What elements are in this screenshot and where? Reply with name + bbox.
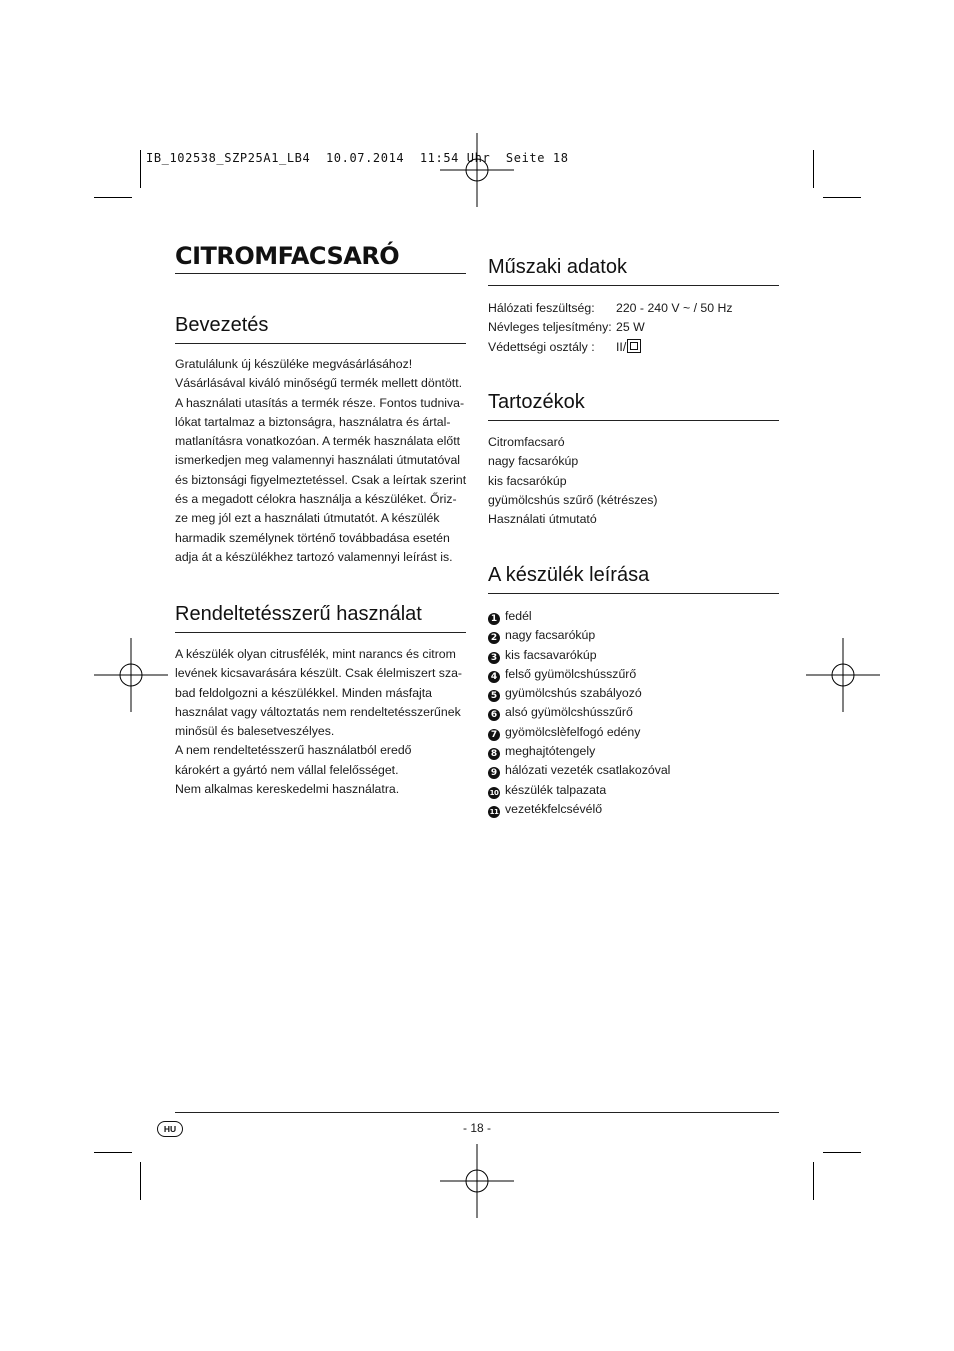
list-item: kis facsarókúp: [488, 473, 567, 488]
list-item: nagy facsarókúp: [488, 454, 579, 469]
text-line: ismerkedjen meg valamennyi használati útmutatóval: [175, 453, 461, 468]
part-label: készülék talpazata: [505, 782, 607, 797]
crop-mark: [823, 197, 861, 198]
intended-use-heading: [175, 601, 466, 633]
print-header: IB_102538_SZP25A1_LB4 10.07.2014 11:54 Uhr Seite 18: [146, 151, 569, 165]
accessories-heading-text: Tartozékok: [488, 391, 585, 413]
number-badge: 6: [488, 709, 500, 721]
number-badge: 4: [488, 671, 500, 683]
list-item: Használati útmutató: [488, 512, 597, 527]
list-item: [488, 800, 779, 819]
text-line: lókat tartalmaz a biztonságra, használatra és ártal-: [175, 414, 451, 429]
text-line: adja át a készülékhez tartozó valamennyi leírást is.: [175, 549, 453, 564]
crop-mark: [140, 150, 141, 188]
part-label: felső gyümölcshússzűrő: [505, 666, 637, 681]
text-line: A nem rendeltetésszerű használatból eredő: [175, 743, 412, 758]
language-badge: HU: [157, 1121, 183, 1137]
tech-row: [488, 338, 779, 357]
part-label: vezetékfelcsévélő: [505, 801, 603, 816]
tech-label: Hálózati feszültség:: [488, 301, 595, 315]
intended-use-text: [175, 645, 466, 799]
intro-heading: [175, 312, 466, 344]
list-item: [488, 626, 779, 645]
crop-mark: [813, 150, 814, 188]
text-line: Gratulálunk új készüléke megvásárlásához!: [175, 357, 413, 371]
part-label: fedél: [505, 609, 532, 623]
list-item: [488, 761, 779, 780]
text-line: A használati utasítás a termék része. Fontos tudniva-: [175, 395, 465, 410]
text-line: és a megadott célokra használja a készüléket. Őriz-: [175, 492, 457, 507]
text-line: levének kicsavarására készült. Csak élelmiszert sza-: [175, 666, 463, 681]
tech-value: 25 W: [616, 320, 645, 335]
tech-row: [488, 299, 779, 318]
part-label: gyümölcshús szabályozó: [505, 686, 642, 701]
intro-text: [175, 355, 466, 567]
intended-use-heading-text: Rendeltetésszerű használat: [175, 603, 422, 625]
number-badge: 5: [488, 690, 500, 702]
text-line: károkért a gyártó nem vállal felelősséget.: [175, 762, 399, 777]
crop-mark: [813, 1162, 814, 1200]
tech-row: [488, 318, 779, 337]
description-list: [488, 607, 779, 819]
number-badge: 8: [488, 748, 500, 760]
tech-label: Védettségi osztály :: [488, 339, 595, 354]
registration-mark-bottom: [440, 1144, 514, 1218]
part-label: alsó gyümölcshússzűrő: [505, 705, 633, 720]
registration-mark-top: [440, 133, 514, 207]
text-line: A készülék olyan citrusfélék, mint narancs és citrom: [175, 647, 456, 661]
intro-heading-text: Bevezetés: [175, 314, 269, 336]
number-badge: 3: [488, 652, 500, 664]
list-item: Citromfacsaró: [488, 435, 565, 449]
text-line: ze meg jól ezt a használati útmutatót. A készülék: [175, 511, 440, 526]
text-line: Nem alkalmas kereskedelmi használatra.: [175, 782, 400, 797]
protection-class-ii-icon: [627, 339, 641, 353]
tech-value: 220 - 240 V ~ / 50 Hz: [616, 301, 733, 315]
list-item: [488, 665, 779, 684]
text-line: minősül és balesetveszélyes.: [175, 724, 335, 739]
text-line: és biztonsági figyelmeztetéssel. Csak a leírtak szerint: [175, 472, 467, 487]
text-line: használat vagy változtatás nem rendeltetésszerűnek: [175, 704, 461, 719]
list-item: [488, 684, 779, 703]
tech-data-heading: [488, 254, 779, 286]
number-badge: 1: [488, 613, 500, 625]
part-label: kis facsavarókúp: [505, 647, 597, 662]
number-badge: 11: [489, 807, 499, 816]
number-badge: 7: [488, 729, 500, 741]
registration-mark-left: [94, 638, 168, 712]
list-item: gyümölcshús szűrő (kétrészes): [488, 492, 658, 507]
list-item: [488, 723, 779, 742]
text-line: harmadik személynek történő továbbadása esetén: [175, 530, 450, 545]
description-heading-text: A készülék leírása: [488, 564, 650, 586]
list-item: [488, 781, 779, 800]
number-badge: 10: [489, 788, 499, 797]
part-label: nagy facsarókúp: [505, 628, 596, 643]
crop-mark: [140, 1162, 141, 1200]
crop-mark: [94, 1152, 132, 1153]
crop-mark: [94, 197, 132, 198]
tech-data-table: [488, 299, 779, 357]
part-label: hálózati vezeték csatlakozóval: [505, 763, 671, 778]
number-badge: 9: [488, 767, 500, 779]
list-item: [488, 742, 779, 761]
tech-value: II/: [616, 339, 627, 354]
text-line: Vásárlásával kiváló minőségű termék mellett döntött.: [175, 376, 463, 391]
description-heading: [488, 562, 779, 594]
tech-label: Névleges teljesítmény:: [488, 320, 612, 335]
registration-mark-right: [806, 638, 880, 712]
list-item: [488, 646, 779, 665]
list-item: [488, 703, 779, 722]
list-item: [488, 607, 779, 626]
accessories-list: [488, 433, 779, 529]
page-number: - 18 -: [462, 1121, 491, 1135]
part-label: gyömölcslèfelfogó edény: [505, 724, 641, 739]
document-title: CITROMFACSARÓ: [175, 239, 466, 274]
tech-data-heading-text: Műszaki adatok: [488, 256, 627, 278]
footer-divider: [175, 1112, 779, 1113]
text-line: bad feldolgozni a készülékkel. Minden másfajta: [175, 685, 433, 700]
accessories-heading: [488, 389, 779, 421]
text-line: matlanításra vonatkozóan. A termék használata előtt: [175, 434, 461, 449]
number-badge: 2: [488, 632, 500, 644]
part-label: meghajtótengely: [505, 744, 596, 759]
crop-mark: [823, 1152, 861, 1153]
